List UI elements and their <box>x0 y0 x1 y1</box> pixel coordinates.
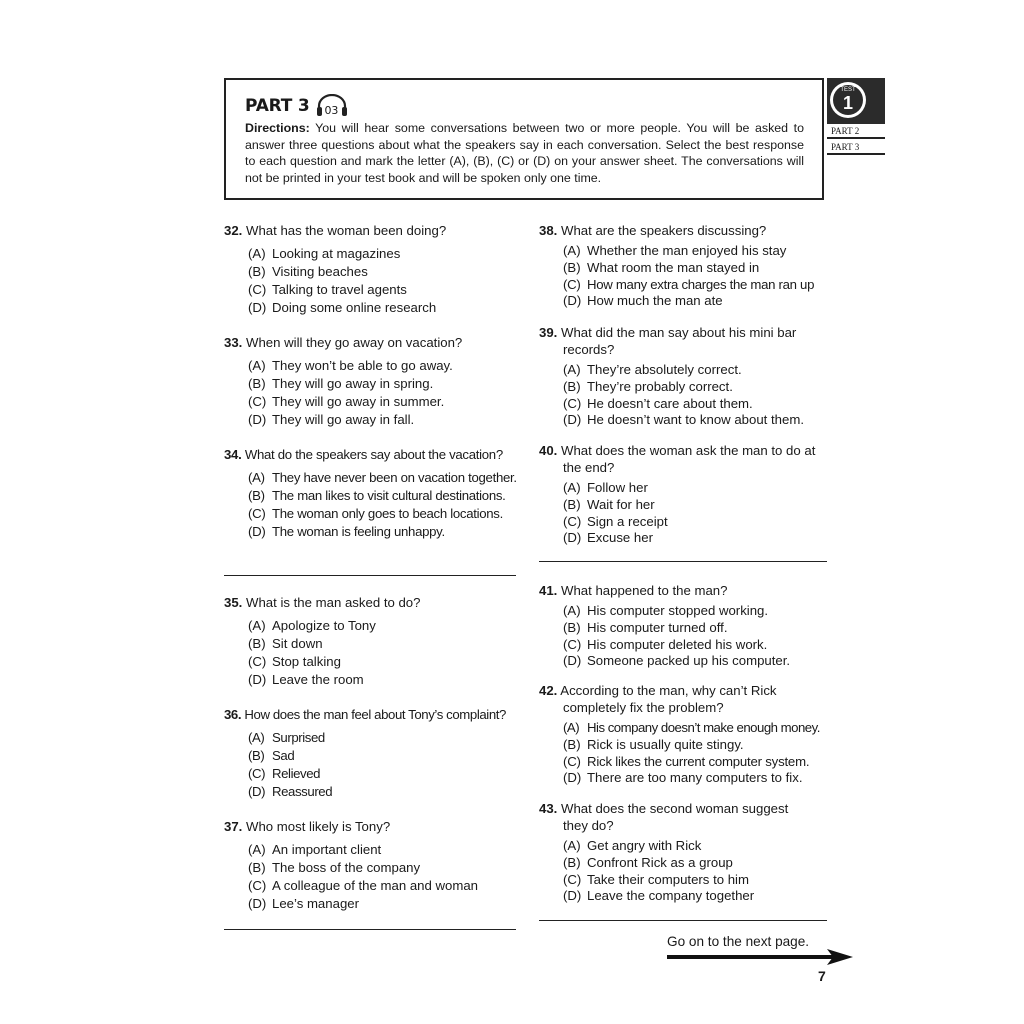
option-text: Surprised <box>272 730 325 745</box>
option-list <box>539 243 831 310</box>
option-c <box>248 281 524 299</box>
question-stem <box>224 334 524 351</box>
option-letter: (C) <box>563 753 581 769</box>
option-c <box>563 396 831 413</box>
option-c <box>248 765 524 783</box>
option-d <box>248 895 524 913</box>
option-c <box>563 754 831 771</box>
option-letter: (A) <box>248 470 265 485</box>
headphone-icon <box>316 94 348 118</box>
question-stem <box>539 442 831 476</box>
side-tab-header <box>827 78 885 124</box>
option-d <box>248 783 524 801</box>
question-stem <box>224 818 524 835</box>
directions-box <box>224 78 824 200</box>
question-number: 32. <box>224 223 243 238</box>
option-b <box>563 497 831 514</box>
question-40 <box>539 442 831 547</box>
option-text: An important client <box>272 842 382 857</box>
option-letter: (A) <box>248 842 266 857</box>
option-text: Rick likes the current computer system. <box>587 753 810 769</box>
option-a <box>563 603 831 620</box>
question-number: 39. <box>539 325 558 340</box>
option-letter: (A) <box>248 358 266 373</box>
option-list <box>539 362 831 429</box>
question-text: What are the speakers discussing? <box>561 223 767 238</box>
option-list <box>224 357 524 429</box>
option-c <box>563 277 831 294</box>
option-letter: (A) <box>563 480 581 495</box>
option-text: Apologize to Tony <box>272 618 376 633</box>
option-text: They’re probably correct. <box>587 378 733 394</box>
option-letter: (B) <box>248 264 266 279</box>
question-stem <box>539 582 831 599</box>
option-letter: (A) <box>563 603 581 618</box>
option-a <box>248 729 524 747</box>
option-list <box>224 841 524 913</box>
page-number: 7 <box>818 968 826 984</box>
question-43 <box>539 800 831 905</box>
tab-part-2: PART 2 <box>827 124 885 139</box>
question-number: 33. <box>224 335 243 350</box>
option-list <box>539 480 831 547</box>
option-text: They will go away in spring. <box>272 376 434 391</box>
divider-left-2 <box>224 929 516 930</box>
option-b <box>248 747 524 765</box>
track-number: 03 <box>324 104 339 117</box>
option-letter: (B) <box>563 378 581 394</box>
option-letter: (C) <box>248 394 267 409</box>
question-33 <box>224 334 524 429</box>
option-b <box>563 379 831 396</box>
question-35 <box>224 594 524 689</box>
question-text: How does the man feel about Tony’s complaint? <box>244 707 506 722</box>
option-c <box>563 872 831 889</box>
option-text: His company doesn’t make enough money. <box>587 720 820 735</box>
question-number: 34. <box>224 447 242 462</box>
tab-part-3: PART 3 <box>827 140 885 155</box>
test-badge <box>830 82 866 118</box>
option-d <box>563 653 831 670</box>
option-letter: (C) <box>248 766 266 781</box>
option-text: The man likes to visit cultural destinations. <box>272 488 506 503</box>
option-text: Sad <box>272 748 295 763</box>
question-stem <box>539 800 831 834</box>
option-text: Someone packed up his computer. <box>587 653 791 669</box>
option-letter: (D) <box>248 784 266 799</box>
option-letter: (C) <box>563 636 582 652</box>
directions-label: Directions: <box>245 121 310 135</box>
option-letter: (D) <box>248 672 267 687</box>
arrow-right-icon <box>667 948 855 971</box>
option-c <box>248 505 524 523</box>
option-text: Get angry with Rick <box>587 838 702 853</box>
question-text: What has the woman been doing? <box>246 223 447 238</box>
option-a <box>563 720 831 737</box>
option-text: His computer turned off. <box>587 619 728 635</box>
option-text: Looking at magazines <box>272 246 401 261</box>
question-42 <box>539 682 831 787</box>
option-d <box>248 411 524 429</box>
option-text: They will go away in summer. <box>272 394 445 409</box>
option-letter: (B) <box>563 619 581 635</box>
option-a <box>563 243 831 260</box>
question-stem <box>224 446 524 463</box>
option-b <box>563 620 831 637</box>
option-letter: (C) <box>563 395 582 411</box>
option-letter: (B) <box>563 259 581 275</box>
option-c <box>563 637 831 654</box>
question-text: What does the second woman suggest they do? <box>561 801 789 833</box>
option-text: Rick is usually quite stingy. <box>587 736 744 752</box>
divider-left-1 <box>224 575 516 576</box>
option-text: Visiting beaches <box>272 264 368 279</box>
option-text: The boss of the company <box>272 860 421 875</box>
question-number: 42. <box>539 683 558 698</box>
directions-text <box>245 120 804 186</box>
option-a <box>248 617 524 635</box>
option-text: Stop talking <box>272 654 341 669</box>
option-a <box>248 357 524 375</box>
option-text: He doesn’t care about them. <box>587 395 753 411</box>
part-title <box>245 94 804 118</box>
option-b <box>248 635 524 653</box>
divider-right-2 <box>539 920 827 921</box>
option-list <box>539 838 831 905</box>
option-letter: (D) <box>563 412 582 428</box>
option-letter: (B) <box>248 748 265 763</box>
option-list <box>224 729 524 801</box>
question-number: 38. <box>539 223 558 238</box>
question-number: 41. <box>539 583 558 598</box>
option-d <box>248 671 524 689</box>
option-letter: (B) <box>248 860 266 875</box>
question-text: Who most likely is Tony? <box>246 819 391 834</box>
option-list <box>224 617 524 689</box>
question-stem <box>224 594 524 611</box>
option-list <box>224 245 524 317</box>
option-b <box>563 855 831 872</box>
question-39 <box>539 324 831 429</box>
option-c <box>563 514 831 531</box>
question-text: What is the man asked to do? <box>246 595 421 610</box>
option-letter: (D) <box>248 300 267 315</box>
question-37 <box>224 818 524 913</box>
question-text: What does the woman ask the man to do at the end? <box>561 443 816 475</box>
option-b <box>248 263 524 281</box>
option-text: How much the man ate <box>587 293 723 309</box>
option-a <box>563 480 831 497</box>
option-text: They won’t be able to go away. <box>272 358 453 373</box>
option-letter: (C) <box>248 506 266 521</box>
option-letter: (C) <box>563 871 582 887</box>
option-text: Leave the company together <box>587 888 755 904</box>
option-text: What room the man stayed in <box>587 259 760 275</box>
question-text: When will they go away on vacation? <box>246 335 463 350</box>
option-letter: (B) <box>563 496 581 512</box>
option-letter: (D) <box>563 888 582 904</box>
divider-right-1 <box>539 561 827 562</box>
question-stem <box>539 324 831 358</box>
option-text: Relieved <box>272 766 321 781</box>
option-letter: (A) <box>563 362 581 377</box>
next-page-text: Go on to the next page. <box>667 934 810 949</box>
option-a <box>248 469 524 487</box>
option-a <box>563 362 831 379</box>
question-number: 40. <box>539 443 558 458</box>
option-letter: (B) <box>248 488 265 503</box>
option-text: Leave the room <box>272 672 364 687</box>
option-letter: (D) <box>563 530 582 546</box>
question-34 <box>224 446 524 541</box>
option-letter: (B) <box>248 636 266 651</box>
question-stem <box>224 222 524 239</box>
option-d <box>563 293 831 310</box>
option-letter: (B) <box>248 376 266 391</box>
option-text: Confront Rick as a group <box>587 854 733 870</box>
option-letter: (D) <box>248 896 267 911</box>
option-text: Doing some online research <box>272 300 437 315</box>
option-letter: (D) <box>248 412 267 427</box>
option-text: Reassured <box>272 784 333 799</box>
option-letter: (D) <box>563 293 582 309</box>
question-text: What do the speakers say about the vacation? <box>244 447 503 462</box>
option-a <box>248 245 524 263</box>
option-b <box>563 737 831 754</box>
option-b <box>563 260 831 277</box>
question-number: 43. <box>539 801 558 816</box>
option-letter: (A) <box>248 618 266 633</box>
option-list <box>539 720 831 787</box>
option-letter: (A) <box>248 730 265 745</box>
option-b <box>248 487 524 505</box>
option-b <box>248 375 524 393</box>
option-letter: (C) <box>248 878 267 893</box>
option-d <box>563 530 831 547</box>
option-text: Sign a receipt <box>587 513 668 529</box>
option-text: Excuse her <box>587 530 653 546</box>
option-c <box>248 653 524 671</box>
option-text: He doesn’t want to know about them. <box>587 412 804 428</box>
option-text: Talking to travel agents <box>272 282 407 297</box>
question-text: What did the man say about his mini bar records? <box>561 325 797 357</box>
option-text: A colleague of the man and woman <box>272 878 479 893</box>
part-title-text: PART 3 <box>245 96 310 116</box>
question-number: 35. <box>224 595 243 610</box>
option-letter: (D) <box>248 524 266 539</box>
option-text: Lee’s manager <box>272 896 359 911</box>
option-letter: (A) <box>563 838 581 853</box>
option-c <box>248 877 524 895</box>
test-side-tab <box>827 78 885 160</box>
directions-body: You will hear some conversations between two or more people. You will be asked to answer three questions about what the speakers say in each conversation. Select the best response to each question and mark the letter (A), (B), (C) or (D) on your answer sheet. The conversations will not be printed in your test book and will be spoken only one time. <box>245 121 804 185</box>
option-letter: (D) <box>563 770 582 786</box>
option-text: Follow her <box>587 480 648 495</box>
test-label: TEST <box>840 87 856 93</box>
option-letter: (C) <box>563 513 582 529</box>
option-d <box>248 299 524 317</box>
option-text: There are too many computers to fix. <box>587 770 803 786</box>
option-text: His computer deleted his work. <box>587 636 768 652</box>
option-letter: (C) <box>248 282 267 297</box>
question-number: 37. <box>224 819 243 834</box>
option-text: Take their computers to him <box>587 871 749 887</box>
option-text: Whether the man enjoyed his stay <box>587 243 787 258</box>
option-text: The woman only goes to beach locations. <box>272 506 503 521</box>
option-b <box>248 859 524 877</box>
question-text: According to the man, why can’t Rick completely fix the problem? <box>560 683 777 715</box>
option-letter: (A) <box>563 720 580 735</box>
option-c <box>248 393 524 411</box>
question-32 <box>224 222 524 317</box>
option-text: Sit down <box>272 636 323 651</box>
question-stem <box>539 682 831 716</box>
question-stem <box>224 706 524 723</box>
option-letter: (C) <box>563 276 581 292</box>
option-text: How many extra charges the man ran up <box>587 276 815 292</box>
question-number: 36. <box>224 707 242 722</box>
question-36 <box>224 706 524 801</box>
test-number: 1 <box>842 93 853 113</box>
option-text: His computer stopped working. <box>587 603 769 618</box>
option-letter: (A) <box>248 246 266 261</box>
option-d <box>248 523 524 541</box>
option-letter: (D) <box>563 653 582 669</box>
option-d <box>563 888 831 905</box>
option-d <box>563 770 831 787</box>
option-text: The woman is feeling unhappy. <box>272 524 445 539</box>
option-letter: (C) <box>248 654 267 669</box>
option-d <box>563 412 831 429</box>
option-list <box>224 469 524 541</box>
question-stem <box>539 222 831 239</box>
option-text: Wait for her <box>587 496 655 512</box>
option-a <box>563 838 831 855</box>
option-letter: (A) <box>563 243 581 258</box>
option-a <box>248 841 524 859</box>
question-text: What happened to the man? <box>561 583 728 598</box>
option-text: They have never been on vacation together. <box>272 470 517 485</box>
option-list <box>539 603 831 670</box>
question-38 <box>539 222 831 310</box>
option-text: They’re absolutely correct. <box>587 362 742 377</box>
option-text: They will go away in fall. <box>272 412 415 427</box>
question-41 <box>539 582 831 670</box>
option-letter: (B) <box>563 736 581 752</box>
option-letter: (B) <box>563 854 581 870</box>
